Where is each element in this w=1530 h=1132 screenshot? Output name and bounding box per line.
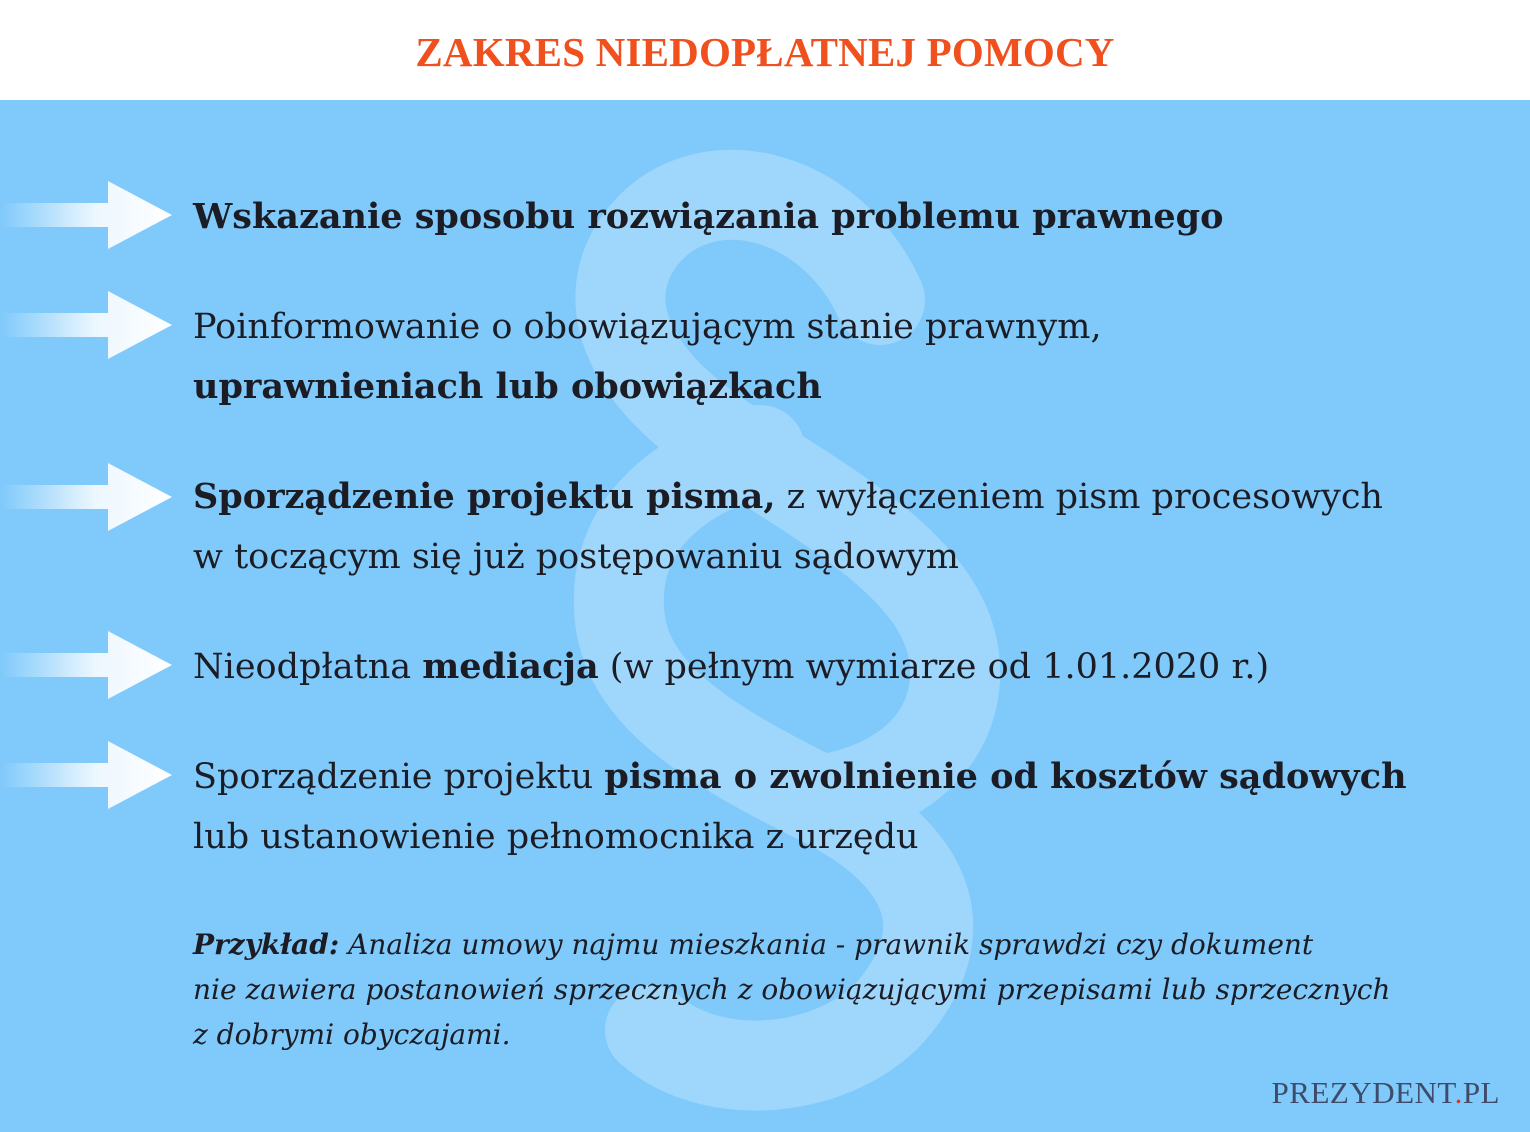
item-text bbox=[193, 297, 1483, 417]
brand-dot: . bbox=[1454, 1075, 1463, 1110]
example-line: z dobrymi obyczajami. bbox=[193, 1018, 511, 1051]
example-label: Przykład: bbox=[193, 928, 340, 961]
item-text bbox=[193, 467, 1483, 587]
item-bold-text: mediacja bbox=[422, 646, 599, 687]
arrow-right-icon bbox=[0, 631, 172, 699]
item-line: lub ustanowienie pełnomocnika z urzędu bbox=[193, 817, 919, 857]
header bbox=[0, 0, 1530, 100]
brand-logo bbox=[1272, 1075, 1500, 1111]
arrow-right-icon bbox=[0, 291, 172, 359]
item-bold-text: pisma o zwolnienie od kosztów sądowych bbox=[604, 756, 1407, 797]
example-line: Analiza umowy najmu mieszkania - prawnik sprawdzi czy dokument bbox=[339, 928, 1314, 961]
example-line: nie zawiera postanowień sprzecznych z obowiązującymi przepisami lub sprzecznych bbox=[193, 973, 1391, 1006]
item-text bbox=[193, 747, 1483, 867]
item-line: Poinformowanie o obowiązującym stanie prawnym, bbox=[193, 307, 1102, 347]
brand-name: PREZYDENT bbox=[1271, 1075, 1455, 1110]
page-title: ZAKRES NIEDOPŁATNEJ POMOCY bbox=[415, 29, 1115, 75]
item-bold-text: Sporządzenie projektu pisma, bbox=[193, 476, 776, 517]
item-text bbox=[193, 187, 1483, 247]
example-note bbox=[193, 922, 1493, 1057]
item-text bbox=[193, 637, 1483, 697]
content-panel bbox=[0, 100, 1530, 1132]
brand-tld: PL bbox=[1462, 1075, 1500, 1110]
item-bold-text: Wskazanie sposobu rozwiązania problemu prawnego bbox=[193, 196, 1224, 237]
item-line: w toczącym się już postępowaniu sądowym bbox=[193, 537, 959, 577]
item-text-pre: Sporządzenie projektu bbox=[193, 757, 605, 797]
item-text-post: z wyłączeniem pism procesowych bbox=[775, 477, 1383, 517]
arrow-right-icon bbox=[0, 181, 172, 249]
item-text-post: (w pełnym wymiarze od 1.01.2020 r.) bbox=[598, 647, 1270, 687]
item-bold-text: uprawnieniach lub obowiązkach bbox=[193, 366, 822, 407]
arrow-right-icon bbox=[0, 741, 172, 809]
arrow-right-icon bbox=[0, 463, 172, 531]
item-text-pre: Nieodpłatna bbox=[193, 647, 423, 687]
